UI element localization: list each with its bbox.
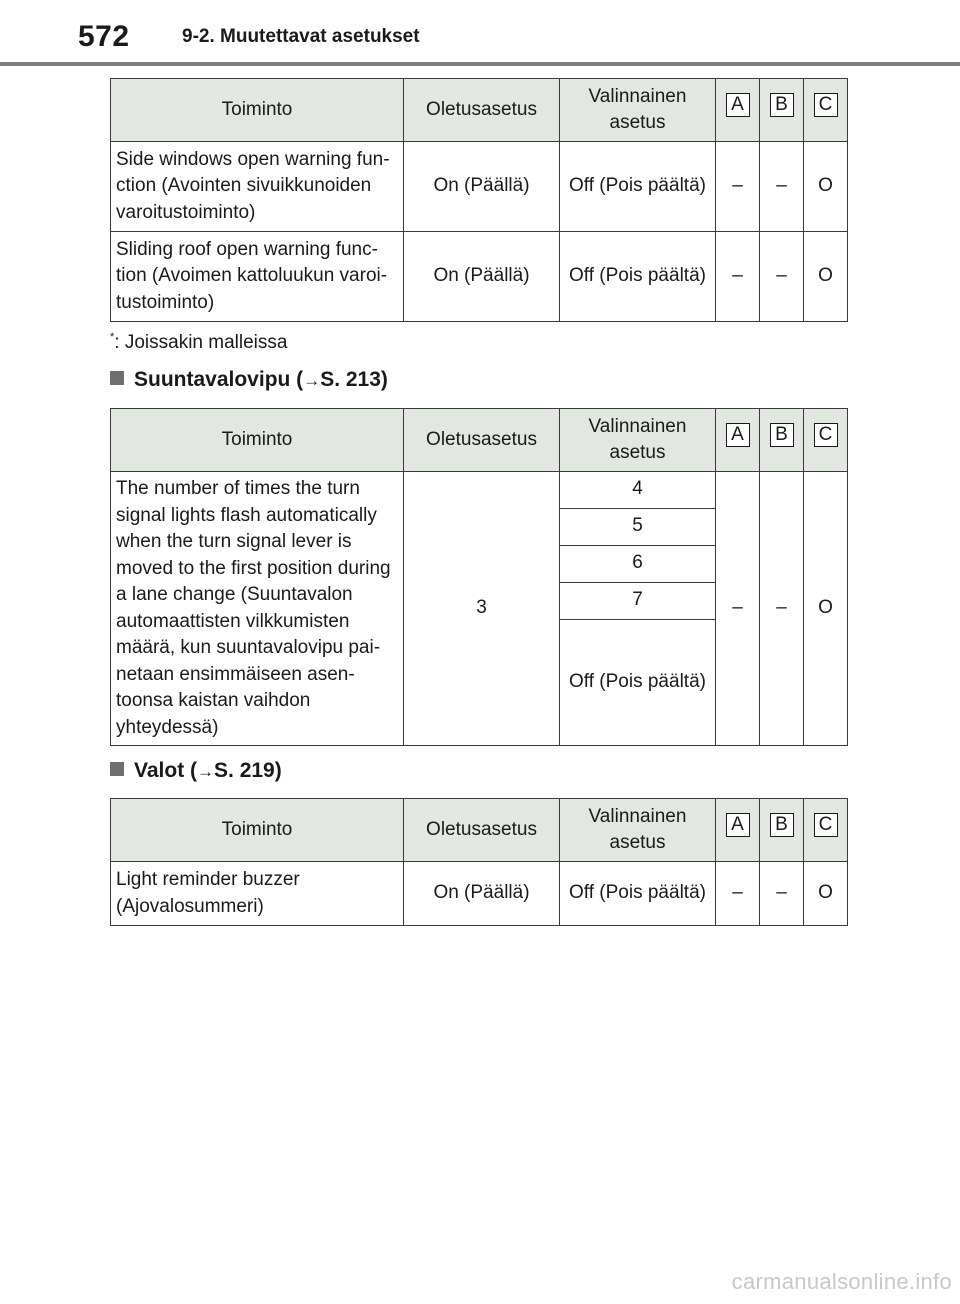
b-cell: – bbox=[760, 472, 804, 746]
col-c-header bbox=[804, 409, 848, 472]
c-cell: O bbox=[804, 142, 848, 232]
section-title: 9-2. Muutettavat asetukset bbox=[182, 26, 420, 47]
col-default-header: Oletusasetus bbox=[404, 799, 560, 862]
a-cell: – bbox=[716, 862, 760, 926]
badge-a: A bbox=[726, 93, 750, 117]
col-function-header: Toiminto bbox=[111, 409, 404, 472]
page-reference-link[interactable]: S. 213) bbox=[320, 368, 388, 391]
col-optional-header: Valinnainen asetus bbox=[560, 79, 716, 142]
table-header-row bbox=[111, 409, 848, 472]
badge-c: C bbox=[814, 423, 838, 447]
a-cell: – bbox=[716, 232, 760, 322]
function-cell: Sliding roof open warning func- tion (Avoimen kattoluukun varoi- tustoiminto) bbox=[111, 232, 404, 322]
badge-a: A bbox=[726, 813, 750, 837]
col-a-header bbox=[716, 799, 760, 862]
arrow-icon: → bbox=[303, 371, 321, 390]
col-c-header bbox=[804, 799, 848, 862]
subsection-heading-lights: Valot (→S. 219) bbox=[110, 759, 282, 783]
badge-b: B bbox=[770, 813, 794, 837]
optional-cell: Off (Pois päältä) bbox=[560, 620, 716, 746]
col-default-header: Oletusasetus bbox=[404, 79, 560, 142]
badge-c: C bbox=[814, 813, 838, 837]
function-cell: The number of times the turn signal lights flash automatically when the turn signal lever is moved to the first position during a lane change (Suuntavalon automaattisten vilkkumisten määrä, kun suuntavalovipu pai- netaan ensimmäiseen asen- toonsa kaistan vaihdon yhteydessä) bbox=[111, 472, 404, 746]
badge-c: C bbox=[814, 93, 838, 117]
col-c-header bbox=[804, 79, 848, 142]
a-cell: – bbox=[716, 472, 760, 746]
optional-cell: 7 bbox=[560, 583, 716, 620]
subsection-heading-turn-signal: Suuntavalovipu (→S. 213) bbox=[110, 368, 388, 392]
table-header-row bbox=[111, 799, 848, 862]
col-optional-header: Valinnainen asetus bbox=[560, 799, 716, 862]
default-cell: On (Päällä) bbox=[404, 232, 560, 322]
b-cell: – bbox=[760, 862, 804, 926]
optional-cell: 5 bbox=[560, 509, 716, 546]
badge-a: A bbox=[726, 423, 750, 447]
default-cell: 3 bbox=[404, 472, 560, 746]
table-header-row bbox=[111, 79, 848, 142]
col-function-header: Toiminto bbox=[111, 799, 404, 862]
function-cell: Light reminder buzzer (Ajovalosummeri) bbox=[111, 862, 404, 926]
col-b-header bbox=[760, 79, 804, 142]
table-row bbox=[111, 862, 848, 926]
default-cell: On (Päällä) bbox=[404, 142, 560, 232]
optional-cell: 4 bbox=[560, 472, 716, 509]
footnote bbox=[110, 331, 287, 354]
default-cell: On (Päällä) bbox=[404, 862, 560, 926]
settings-table-2 bbox=[110, 408, 848, 746]
header-rule bbox=[0, 62, 960, 66]
page-reference-link[interactable]: S. 219) bbox=[214, 759, 282, 782]
watermark: carmanualsonline.info bbox=[731, 1269, 952, 1294]
col-a-header bbox=[716, 79, 760, 142]
b-cell: – bbox=[760, 142, 804, 232]
col-b-header bbox=[760, 799, 804, 862]
a-cell: – bbox=[716, 142, 760, 232]
optional-cell: 6 bbox=[560, 546, 716, 583]
c-cell: O bbox=[804, 862, 848, 926]
c-cell: O bbox=[804, 232, 848, 322]
optional-cell: Off (Pois päältä) bbox=[560, 142, 716, 232]
footnote-text: : Joissakin malleissa bbox=[114, 332, 288, 353]
col-b-header bbox=[760, 409, 804, 472]
arrow-icon: → bbox=[197, 762, 215, 781]
b-cell: – bbox=[760, 232, 804, 322]
col-function-header: Toiminto bbox=[111, 79, 404, 142]
square-bullet-icon bbox=[110, 762, 124, 776]
optional-cell: Off (Pois päältä) bbox=[560, 232, 716, 322]
square-bullet-icon bbox=[110, 371, 124, 385]
function-cell: Side windows open warning fun- ction (Avointen sivuikkunoiden varoitustoiminto) bbox=[111, 142, 404, 232]
badge-b: B bbox=[770, 423, 794, 447]
col-a-header bbox=[716, 409, 760, 472]
col-default-header: Oletusasetus bbox=[404, 409, 560, 472]
optional-cell: Off (Pois päältä) bbox=[560, 862, 716, 926]
settings-table-3 bbox=[110, 798, 848, 926]
badge-b: B bbox=[770, 93, 794, 117]
settings-table-1 bbox=[110, 78, 848, 322]
table-row bbox=[111, 142, 848, 232]
col-optional-header: Valinnainen asetus bbox=[560, 409, 716, 472]
table-row bbox=[111, 232, 848, 322]
table-row bbox=[111, 472, 848, 509]
c-cell: O bbox=[804, 472, 848, 746]
footnote-mark: * bbox=[110, 331, 115, 343]
page-number: 572 bbox=[78, 20, 130, 53]
